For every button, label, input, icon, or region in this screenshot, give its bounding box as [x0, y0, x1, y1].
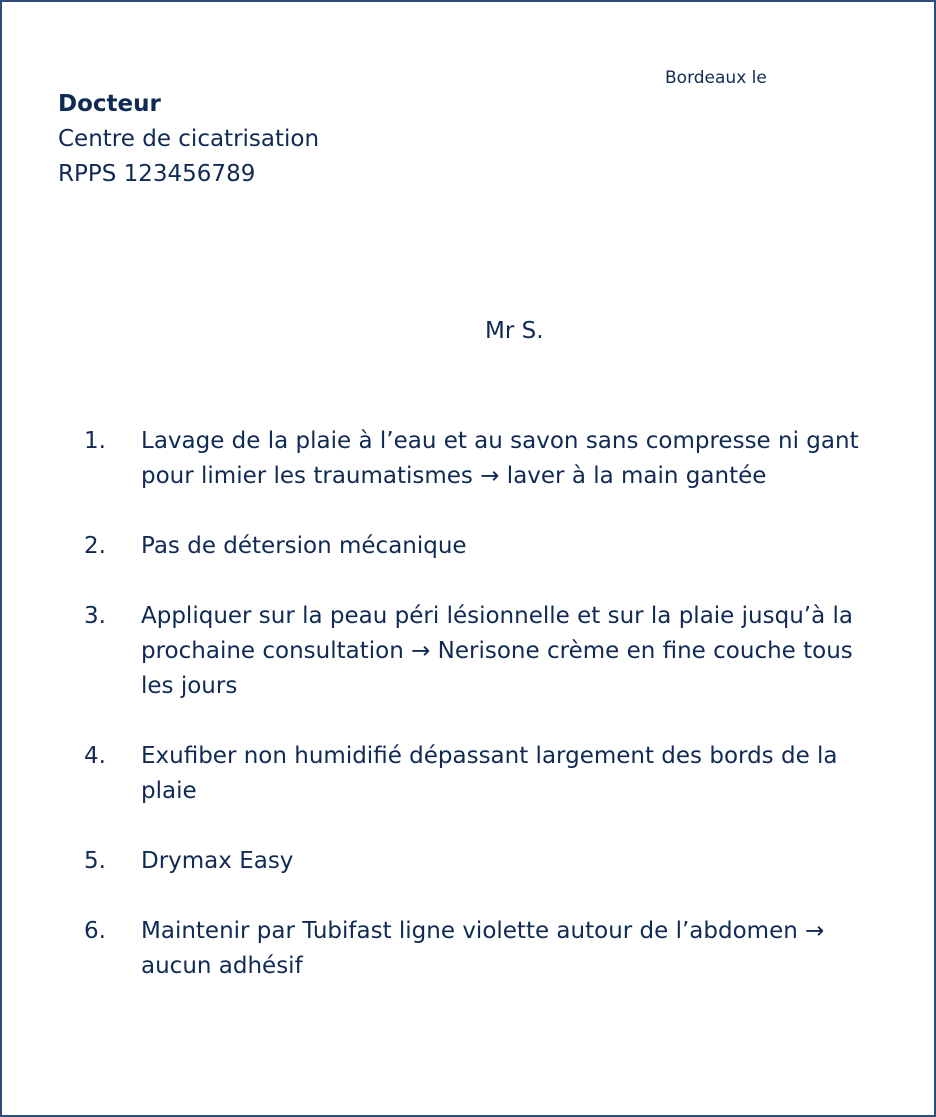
instruction-item: [84, 914, 884, 984]
instruction-item: [84, 529, 884, 564]
center-name: Centre de cicatrisation: [58, 126, 320, 152]
instruction-number: 1.: [84, 428, 106, 454]
instruction-number: 4.: [84, 743, 106, 769]
instruction-item: [84, 739, 884, 809]
instruction-item: [84, 599, 884, 704]
date-line: Bordeaux le: [665, 68, 767, 88]
rpps-number: RPPS 123456789: [58, 161, 256, 187]
patient-name: Mr S.: [485, 318, 544, 344]
doctor-title: Docteur: [58, 91, 161, 117]
instruction-text: Maintenir par Tubifast ligne violette autour de l’abdomen → aucun adhésif: [141, 918, 825, 979]
instruction-number: 3.: [84, 603, 106, 629]
instruction-list: [84, 424, 884, 1019]
instruction-number: 2.: [84, 533, 106, 559]
instruction-number: 5.: [84, 848, 106, 874]
instruction-number: 6.: [84, 918, 106, 944]
instruction-text: Appliquer sur la peau péri lésionnelle et sur la plaie jusqu’à la prochaine consultation → Nerisone crème en fine couche tous les jours: [141, 603, 853, 699]
doctor-header: [58, 87, 319, 192]
instruction-text: Lavage de la plaie à l’eau et au savon sans compresse ni gant pour limier les traumatismes → laver à la main gantée: [141, 428, 859, 489]
instruction-text: Pas de détersion mécanique: [141, 533, 467, 559]
instruction-item: [84, 844, 884, 879]
instruction-text: Exufiber non humidifié dépassant largement des bords de la plaie: [141, 743, 838, 804]
instruction-item: [84, 424, 884, 494]
instruction-text: Drymax Easy: [141, 848, 294, 874]
